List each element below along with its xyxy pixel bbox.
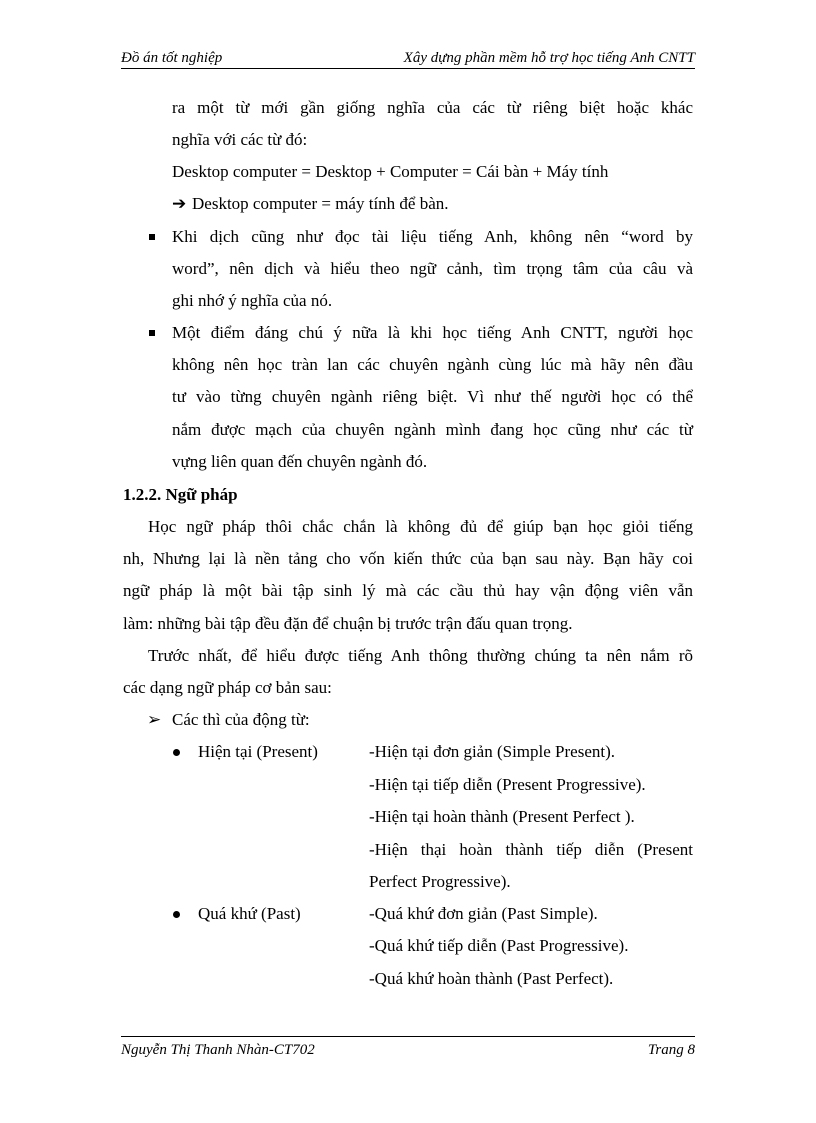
bullet-line: ghi nhớ ý nghĩa của nó. — [172, 291, 333, 310]
paragraph-line: nh, Nhưng lại là nền tảng cho vốn kiến thức của bạn sau này. Bạn hãy coi — [123, 549, 693, 568]
round-bullet-icon — [173, 749, 180, 756]
arrow-icon: ➔ — [172, 194, 187, 213]
paragraph-line: các dạng ngữ pháp cơ bản sau: — [123, 678, 332, 697]
paragraph-line: ra một từ mới gần giống nghĩa của các từ riêng biệt hoặc khác — [172, 98, 693, 117]
tense-item: -Hiện thại hoàn thành tiếp diễn (Present — [369, 840, 693, 859]
square-bullet-icon — [149, 234, 155, 240]
page-number: Trang 8 — [647, 1042, 695, 1058]
tense-item: -Quá khứ hoàn thành (Past Perfect). — [369, 969, 614, 988]
tenses-title: Các thì của động từ: — [172, 710, 310, 729]
header-right: Xây dựng phần mềm hỗ trợ học tiếng Anh CNTT — [403, 50, 695, 66]
section-heading: 1.2.2. Ngữ pháp — [123, 485, 238, 504]
bullet-line: không nên học tràn lan các chuyên ngành cùng lúc mà hãy nên đầu — [172, 355, 693, 374]
paragraph-line: Học ngữ pháp thôi chắc chắn là không đủ để giúp bạn học giỏi tiếng — [148, 517, 693, 536]
page-footer — [121, 1036, 695, 1061]
square-bullet-icon — [149, 330, 155, 336]
present-label: Hiện tại (Present) — [198, 742, 318, 761]
tense-item: -Quá khứ tiếp diễn (Past Progressive). — [369, 936, 629, 955]
tense-item: -Hiện tại hoàn thành (Present Perfect ). — [369, 807, 635, 826]
bullet-line: Khi dịch cũng như đọc tài liệu tiếng Anh, không nên “word by — [172, 227, 693, 246]
bullet-line: word”, nên dịch và hiểu theo ngữ cảnh, tìm trọng tâm của câu và — [172, 259, 693, 278]
bullet-line: Một điểm đáng chú ý nữa là khi học tiếng Anh CNTT, người học — [172, 323, 693, 342]
example-result: Desktop computer = máy tính để bàn. — [192, 194, 449, 213]
round-bullet-icon — [173, 911, 180, 918]
example-line: Desktop computer = Desktop + Computer = Cái bàn + Máy tính — [172, 162, 609, 181]
bullet-line: vựng liên quan đến chuyên ngành đó. — [172, 452, 428, 471]
bullet-line: tư vào từng chuyên ngành riêng biệt. Vì như thế người học có thể — [172, 387, 693, 406]
tense-item: -Hiện tại đơn giản (Simple Present). — [369, 742, 615, 761]
chevron-bullet-icon: ➢ — [147, 710, 162, 729]
tense-item: -Quá khứ đơn giản (Past Simple). — [369, 904, 598, 923]
past-label: Quá khứ (Past) — [198, 904, 301, 923]
tense-item: -Hiện tại tiếp diễn (Present Progressive). — [369, 775, 646, 794]
paragraph-line: làm: những bài tập đều đặn để chuận bị trước trận đấu quan trọng. — [123, 614, 573, 633]
page-header — [121, 48, 695, 69]
tense-item: Perfect Progressive). — [369, 872, 511, 891]
header-left: Đồ án tốt nghiệp — [121, 50, 223, 66]
paragraph-line: Trước nhất, để hiểu được tiếng Anh thông thường chúng ta nên nắm rõ — [148, 646, 693, 665]
footer-left: Nguyễn Thị Thanh Nhàn-CT702 — [121, 1042, 315, 1058]
paragraph-line: nghĩa với các từ đó: — [172, 130, 308, 149]
paragraph-line: ngữ pháp là một bài tập sinh lý mà các cầu thủ hay vận động viên vẫn — [123, 581, 693, 600]
bullet-line: nắm được mạch của chuyên ngành mình đang học cũng như các từ — [172, 420, 693, 439]
